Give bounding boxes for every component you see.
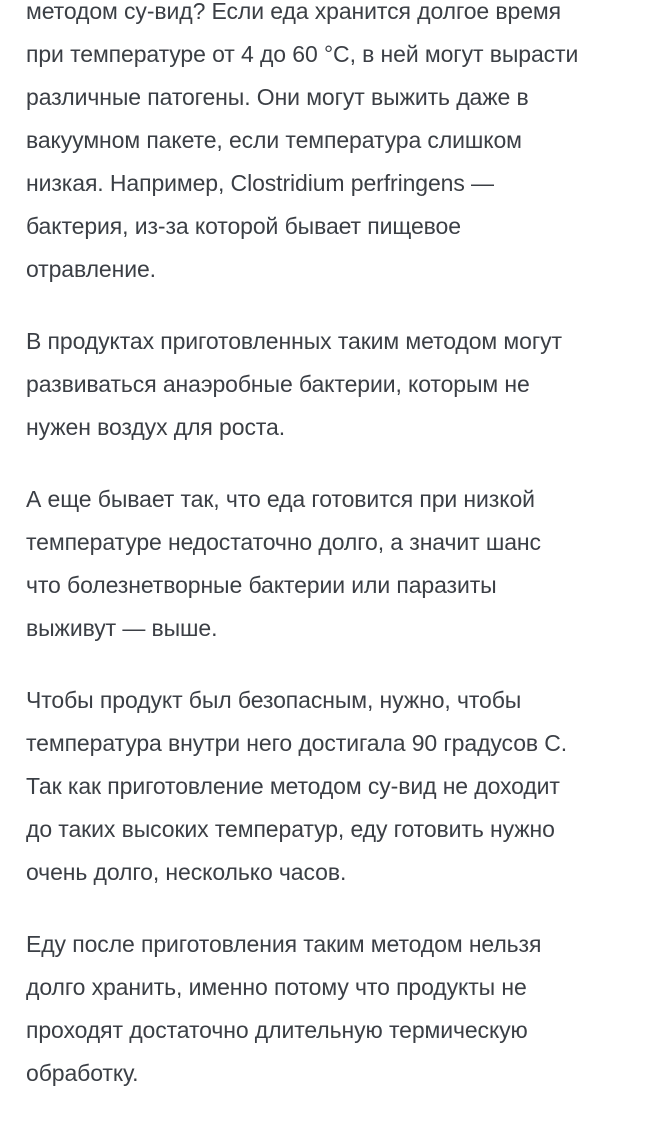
text-line: очень долго, несколько часов. bbox=[26, 859, 347, 885]
text-line: температура внутри него достигала 90 градусов С. bbox=[26, 730, 568, 756]
text-line: В продуктах приготовленных таким методом могут bbox=[26, 328, 562, 354]
text-line: различные патогены. Они могут выжить даже в bbox=[26, 84, 529, 110]
text-line: что болезнетворные бактерии или паразиты bbox=[26, 572, 497, 598]
text-line: долго хранить, именно потому что продукты не bbox=[26, 974, 527, 1000]
text-line: Так как приготовление методом су-вид не доходит bbox=[26, 773, 560, 799]
text-line: температуре недостаточно долго, а значит шанс bbox=[26, 529, 541, 555]
text-line: методом су-вид? Если еда хранится долгое время bbox=[26, 0, 561, 24]
text-line: отравление. bbox=[26, 256, 156, 282]
article-body bbox=[26, 0, 638, 1124]
text-line: выживут — выше. bbox=[26, 615, 218, 641]
paragraph-anaerobic bbox=[26, 320, 638, 449]
text-line: вакуумном пакете, если температура слишком bbox=[26, 127, 522, 153]
text-line: при температуре от 4 до 60 °С, в ней могут вырасти bbox=[26, 41, 579, 67]
paragraph-pathogens bbox=[26, 0, 638, 291]
text-line: проходят достаточно длительную термическую bbox=[26, 1017, 528, 1043]
text-line: А еще бывает так, что еда готовится при низкой bbox=[26, 486, 535, 512]
text-line: нужен воздух для роста. bbox=[26, 414, 285, 440]
text-line: низкая. Например, Clostridium perfringens — bbox=[26, 170, 494, 196]
paragraph-safety bbox=[26, 679, 638, 894]
text-line: бактерия, из-за которой бывает пищевое bbox=[26, 213, 461, 239]
text-line: Чтобы продукт был безопасным, нужно, чтобы bbox=[26, 687, 522, 713]
text-line: развиваться анаэробные бактерии, которым не bbox=[26, 371, 530, 397]
text-line: Еду после приготовления таким методом нельзя bbox=[26, 931, 542, 957]
text-line: до таких высоких температур, еду готовить нужно bbox=[26, 816, 555, 842]
paragraph-low-temperature bbox=[26, 478, 638, 650]
text-line: обработку. bbox=[26, 1060, 139, 1086]
paragraph-storage bbox=[26, 923, 638, 1095]
